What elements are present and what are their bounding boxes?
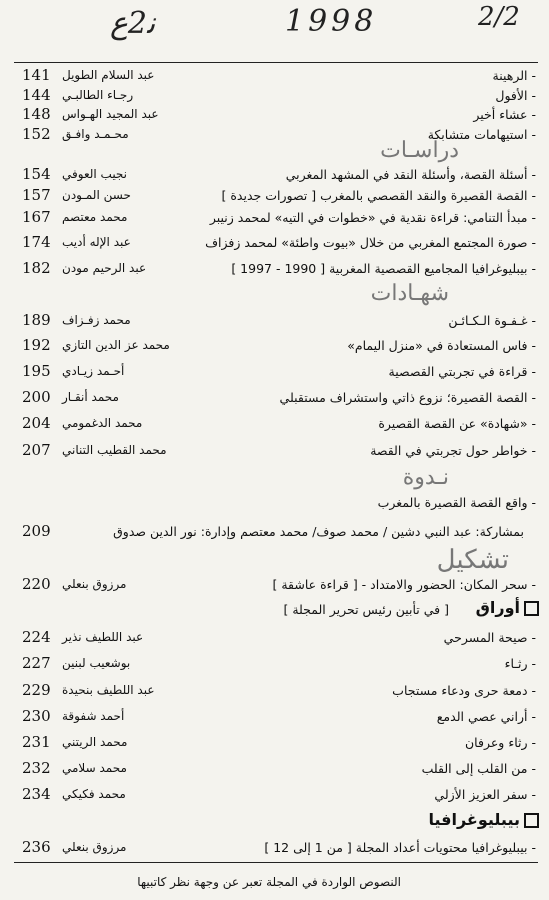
toc-row [14, 838, 538, 860]
toc-row [14, 105, 538, 127]
title: - أراني عصي الدمع [436, 709, 536, 724]
page-number: 157 [22, 186, 51, 204]
page-number: 209 [22, 522, 51, 540]
author: محمد الريتني [62, 735, 128, 749]
page-number: 227 [22, 654, 51, 672]
author: عبد الرحيم مودن [62, 261, 147, 275]
page-number: 195 [22, 362, 51, 380]
page-number: 141 [22, 66, 51, 84]
author: محمد الدغمومي [62, 416, 143, 430]
title: - الرهينة [492, 68, 536, 83]
section-heading-bibliography [428, 810, 539, 829]
toc-row [14, 654, 538, 676]
title: - استيهامات متشابكة [427, 127, 536, 142]
page-number: 148 [22, 105, 51, 123]
page-number: 192 [22, 336, 51, 354]
section-heading-testimonies: شهـادات [370, 281, 449, 306]
toc-row [14, 259, 538, 281]
toc-row [14, 628, 538, 650]
participants-note: بمشاركة: عبد النبي دشين / محمد صوف/ محمد معتصم وإدارة: نور الدين صدوق [113, 524, 524, 539]
toc-row [14, 759, 538, 781]
page-number: 200 [22, 388, 51, 406]
page-number: 207 [22, 441, 51, 459]
bibliography-heading-label: بيبليوغرافيا [428, 810, 520, 829]
section-heading-studies: دراسـات [380, 138, 459, 163]
author: محمد فكيكي [62, 787, 126, 801]
bottom-rule [14, 862, 538, 863]
page-number: 154 [22, 165, 51, 183]
page-number: 189 [22, 311, 51, 329]
title: - دمعة حرى ودعاء مستجاب [392, 683, 536, 698]
toc-row [14, 785, 538, 807]
author: عبد المجيد الهـواس [62, 107, 159, 121]
toc-row [14, 66, 538, 88]
handwritten-year: 1998 [285, 4, 378, 39]
papers-subheading: [ في تأبين رئيس تحرير المجلة ] [283, 602, 449, 617]
section-heading-symposium: نـدوة [402, 465, 449, 490]
author: عبد اللطيف نذير [62, 630, 144, 644]
author: محمد سلامي [62, 761, 127, 775]
top-rule [14, 62, 538, 63]
author: حسن المـودن [62, 188, 131, 202]
symposium-participants-row [14, 522, 538, 544]
page-number: 224 [22, 628, 51, 646]
page-number: 144 [22, 86, 51, 104]
author: محمد عز الدين التازي [62, 338, 170, 352]
toc-row [14, 493, 538, 515]
title: - صيحة المسرحي [443, 630, 536, 645]
author: عبد السلام الطويل [62, 68, 155, 82]
toc-row [14, 362, 538, 384]
author: عبد اللطيف بنحيدة [62, 683, 155, 697]
section-heading-art: تشكيل [436, 545, 509, 575]
toc-row [14, 186, 538, 208]
author: أحمد شفوقة [62, 709, 125, 723]
title: - واقع القصة القصيرة بالمغرب [377, 495, 536, 510]
title: - بيبليوغرافيا المجاميع القصصية المغربية [ 1990 - 1997 ] [231, 261, 536, 276]
title: - فاس المستعادة في «منزل اليمام» [347, 338, 536, 353]
title: - «شهادة» عن القصة القصيرة [378, 416, 536, 431]
author: محـمـد وافـق [62, 127, 129, 141]
author: رجـاء الطالبـي [62, 88, 134, 102]
square-bullet-icon [524, 601, 539, 616]
page-number: 152 [22, 125, 51, 143]
disclaimer-footer: النصوص الواردة في المجلة تعبر عن وجهة نظر كاتبيها [137, 875, 401, 889]
page-number: 230 [22, 707, 51, 725]
toc-row [14, 125, 538, 147]
toc-row [14, 311, 538, 333]
page-number: 234 [22, 785, 51, 803]
toc-row [14, 441, 538, 463]
title: - القصة القصيرة؛ نزوع ذاتي واستشراف مستقبلي [279, 390, 536, 405]
toc-row [14, 575, 538, 597]
author: مرزوق بنعلي [62, 577, 127, 591]
toc-row [14, 707, 538, 729]
author: محمد أنقـار [62, 390, 119, 404]
title: - رثاء وعرفان [464, 735, 536, 750]
author: أحـمد زيـادي [62, 364, 125, 378]
author: محمد القطيب التناني [62, 443, 167, 457]
author: مرزوق بنعلي [62, 840, 127, 854]
title: - مبدأ التنامي: قراءة نقدية في «خطوات في التيه» لمحمد زنيبر [209, 210, 536, 225]
toc-row [14, 165, 538, 187]
title: - أسئلة القصة، وأسئلة النقد في المشهد المغربي [285, 167, 536, 182]
title: - صورة المجتمع المغربي من خلال «بيوت واطئة» لمحمد زفزاف [205, 235, 536, 250]
page-number: 232 [22, 759, 51, 777]
title: - القصة القصيرة والنقد القصصي بالمغرب [ تصورات جديدة ] [221, 188, 536, 203]
toc-row [14, 388, 538, 410]
title: - بيبليوغرافيا محتويات أعداد المجلة [ من 1 إلى 12 ] [264, 840, 536, 855]
title: - عشاء أخير [473, 107, 536, 122]
page-number: 204 [22, 414, 51, 432]
author: عبد الإله أديب [62, 235, 131, 249]
title: - من القلب إلى القلب [421, 761, 536, 776]
page-number: 167 [22, 208, 51, 226]
title: - خواطر حول تجربتي في القصة [370, 443, 536, 458]
title: - الأفول [495, 88, 536, 103]
author: بوشعيب لبنين [62, 656, 131, 670]
author: نجيب العوفي [62, 167, 128, 181]
section-heading-papers [476, 598, 539, 617]
toc-row [14, 733, 538, 755]
handwritten-issue-number: ﻧ2ع [110, 6, 156, 41]
page-number: 236 [22, 838, 51, 856]
title: - رثـاء [504, 656, 536, 671]
page-number: 174 [22, 233, 51, 251]
page-number: 229 [22, 681, 51, 699]
toc-row [14, 681, 538, 703]
square-bullet-icon [524, 813, 539, 828]
page-number: 220 [22, 575, 51, 593]
handwritten-page-fraction: 2/2 [478, 2, 520, 32]
papers-heading-label: أوراق [475, 598, 520, 617]
page-number: 231 [22, 733, 51, 751]
author: محمد معتصم [62, 210, 128, 224]
page-number: 182 [22, 259, 51, 277]
title: - سفر العزيز الأزلي [434, 787, 536, 802]
title: - غـفـوة الـكـائـن [448, 313, 536, 328]
title: - قراءة في تجربتي القصصية [388, 364, 536, 379]
toc-row [14, 414, 538, 436]
toc-row [14, 208, 538, 230]
author: محمد زفـزاف [62, 313, 131, 327]
toc-row [14, 336, 538, 358]
title: - سحر المكان: الحضور والامتداد - [ قراءة عاشقة ] [272, 577, 536, 592]
toc-row [14, 233, 538, 255]
